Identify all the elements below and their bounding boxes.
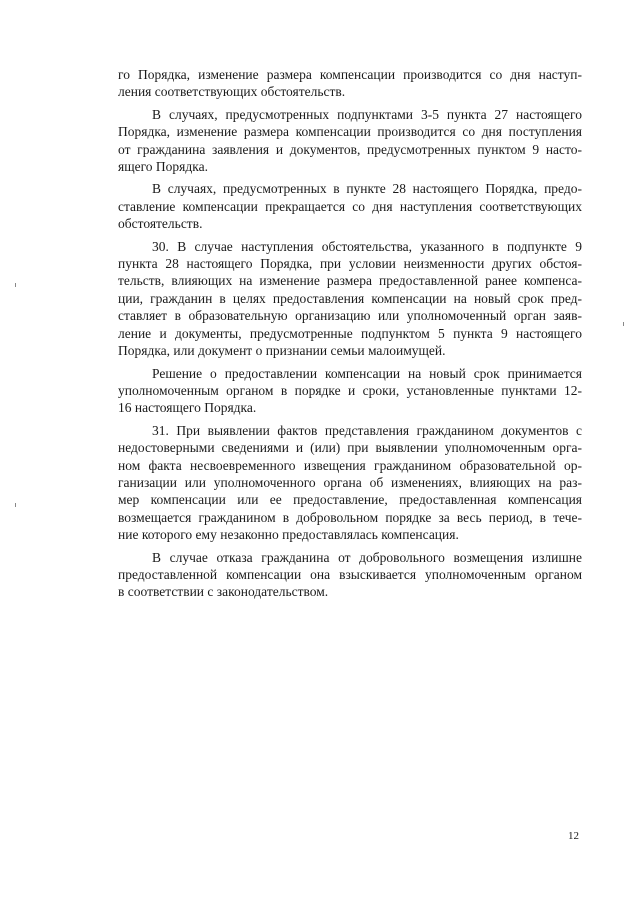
text-line: Порядка, изменение размера компенсации производится со дня поступления: [118, 124, 582, 140]
page-number: 12: [568, 830, 579, 842]
text-line: в соответствии с законодательством.: [118, 584, 329, 600]
text-line: от гражданина заявления и документов, предусмотренных пунктом 9 насто-: [118, 141, 582, 157]
paragraph: [118, 549, 582, 601]
paragraph: [118, 238, 582, 360]
scan-speck: [623, 322, 624, 326]
text-line: пункта 28 настоящего Порядка, при условии неизменности других обстоя-: [118, 256, 582, 272]
text-line: ставление компенсации прекращается со дня наступления соответствующих: [118, 198, 582, 214]
document-body: [118, 66, 582, 601]
text-line: ном факта несвоевременного извещения гражданином образовательной ор-: [118, 457, 582, 473]
scan-speck: [15, 283, 16, 287]
text-line: обстоятельств.: [118, 216, 203, 232]
text-line: недостоверными сведениями и (или) при выявлении уполномоченным орга-: [118, 440, 582, 456]
scan-speck: [15, 503, 16, 507]
text-line: ления соответствующих обстоятельств.: [118, 84, 346, 100]
text-line: ганизации или уполномоченного органа об изменениях, влияющих на раз-: [118, 474, 582, 490]
text-line: Решение о предоставлении компенсации на новый срок принимается: [152, 365, 582, 381]
paragraph: [118, 365, 582, 417]
text-line: уполномоченным органом в порядке и сроки, установленные пунктами 12-: [118, 382, 582, 398]
text-line: возмещается гражданином в добровольном порядке за весь период, в тече-: [118, 509, 582, 525]
text-line: ление и документы, предусмотренные подпунктом 5 пункта 9 настоящего: [118, 325, 582, 341]
text-line: 31. При выявлении фактов представления гражданином документов с: [152, 422, 582, 438]
text-line: мер компенсации или ее предоставление, предоставленная компенсация: [118, 492, 582, 508]
text-line: го Порядка, изменение размера компенсации производится со дня наступ-: [118, 67, 582, 82]
text-line: В случае отказа гражданина от добровольного возмещения излишне: [152, 549, 582, 565]
text-line: ние которого ему незаконно предоставлялась компенсация.: [118, 527, 459, 543]
text-line: ящего Порядка.: [118, 159, 208, 175]
paragraph: [118, 180, 582, 232]
text-line: 30. В случае наступления обстоятельства, указанного в подпункте 9: [152, 238, 582, 254]
text-line: предоставленной компенсации она взыскивается уполномоченным органом: [118, 566, 582, 582]
text-line: В случаях, предусмотренных подпунктами 3-5 пункта 27 настоящего: [152, 106, 582, 122]
text-line: Порядка, или документ о признании семьи малоимущей.: [118, 343, 446, 359]
text-line: ции, гражданин в целях предоставления компенсации на новый срок пред-: [118, 290, 582, 306]
text-line: В случаях, предусмотренных в пункте 28 настоящего Порядка, предо-: [152, 181, 582, 197]
paragraph: [118, 106, 582, 176]
paragraph: [118, 422, 582, 544]
text-line: тельств, влияющих на изменение размера предоставленной ранее компенса-: [118, 273, 582, 289]
paragraph: [118, 66, 582, 101]
text-line: ставляет в образовательную организацию или уполномоченный орган заяв-: [118, 308, 582, 324]
text-line: 16 настоящего Порядка.: [118, 400, 257, 416]
